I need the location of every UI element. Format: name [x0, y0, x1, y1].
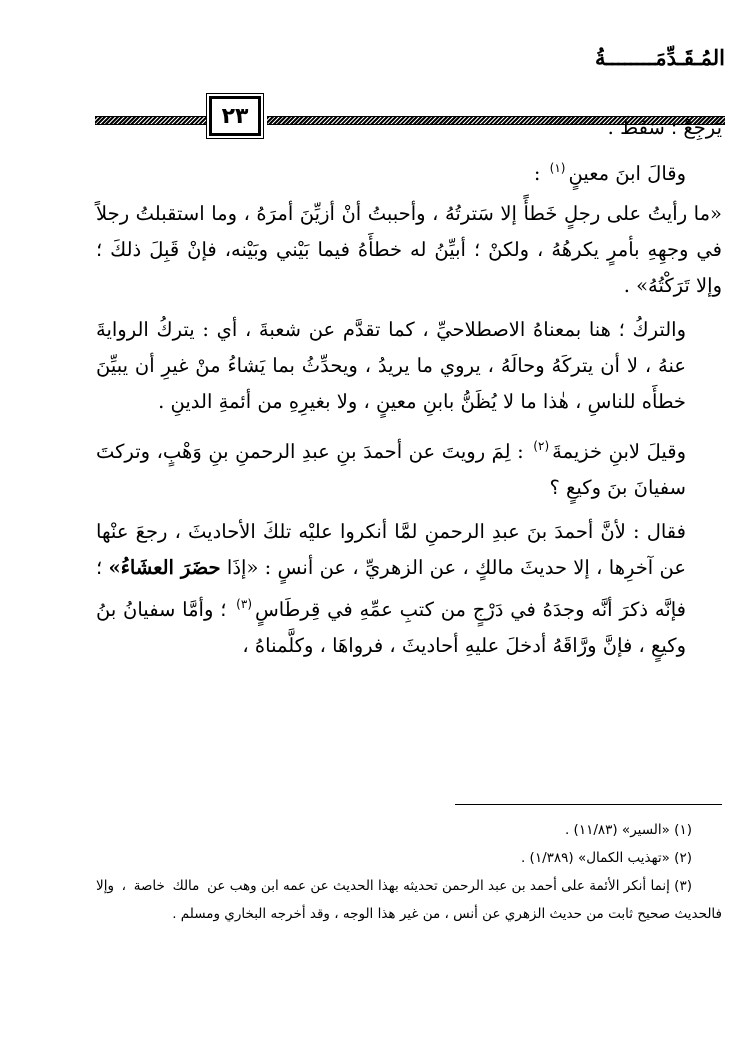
footnote-ref-2[interactable]: (٢)	[533, 439, 550, 453]
text-line: وبَيْنه، فإنْ قَبِلَ ذلكَ ؛ وإلا تَرَكْتُهُ» .	[96, 238, 722, 297]
footnote-ref-3[interactable]: (٣)	[236, 597, 252, 611]
text-line: استقبلتُ رجلاً في وجهِهِ بأمرٍ يكرهُهُ ، ولكنْ ؛ أبيِّنُ له خطأَهُ فيما بَيْني	[96, 202, 722, 261]
text-line: ؛ فإنَّه ذكرَ أنَّه وجدَهُ في دَرْجٍ من كتبِ عمِّهِ في قِرطَاسٍ	[96, 556, 686, 621]
text-line: : لِمَ رويتَ عن أحمدَ بنِ عبدِ الرحمنِ بنِ	[208, 440, 524, 463]
text-line: الدينِ .	[158, 390, 213, 413]
text-line: وقيلَ لابنِ خزيمةَ	[552, 440, 686, 463]
text-line: وقالَ ابنَ معينٍ	[568, 162, 686, 185]
text-line: يَرجِعْ ؛ سَقَطَ .	[607, 116, 722, 139]
paragraph-3	[96, 196, 722, 304]
text-line: رجعَ عنْها عن آخرِها ، إلا حديثَ مالكٍ ، عن الزهريِّ ، عن أنسٍ : «إذَا	[96, 520, 687, 579]
hadith-quote: حضَرَ العشَاءُ»	[108, 556, 221, 579]
footnote-ref-1[interactable]: (١)	[549, 161, 566, 175]
text-line: وأمَّا سفيانُ بنُ وكيعٍ ، فإنَّ ورَّاقَهُ أدخلَ عليهِ أحاديثَ ، فرواهَا ، وكلَّمناهُ ،	[96, 598, 686, 657]
footnote-divider	[455, 804, 722, 805]
footnote-1: (١) «السير» (١١/٨٣) .	[564, 822, 692, 838]
text-line: الروايةَ عنهُ ، لا أن يتركَهُ وحالَهُ ، يروي ما يريدُ ، ويحدِّثُ بما يَشاءُ منْ	[96, 318, 686, 377]
text-line: والتركُ ؛ هنا بمعناهُ الاصطلاحيِّ ، كما تقدَّم عن شعبةَ ، أي : يتركُ	[156, 318, 686, 341]
paragraph-2	[96, 150, 722, 192]
text-line: وَهْبٍ، وتركتَ سفيانَ بنَ وكيعٍ ؟	[96, 440, 686, 499]
text-line: «ما رأيتُ على رجلٍ خَطأً إلا سَترتُهُ ، وأحببتُ أنْ أزيِّنَ أمرَهُ ، وما	[211, 202, 722, 225]
footnotes	[96, 816, 722, 928]
chapter-title: المُـقَـدِّمَــــــــةُ	[594, 45, 725, 70]
paragraph-6	[96, 514, 722, 664]
paragraph-1	[96, 110, 722, 146]
footnote-3	[96, 872, 722, 928]
footnote-3-line-2: مالك خاصة ، وإلا فالحديث صحيح ثابت من حديث الزهري عن أنس ، من غير هذا الوجه ،	[96, 878, 722, 922]
page-number: ٢٣	[221, 103, 249, 129]
footnote-3-line-1: (٣) إنما أنكر الأئمة على أحمد بن عبد الرحمن تحديثه بهذا الحديث عن عمه ابن وهب عن	[207, 878, 692, 894]
footnote-2: (٢) «تهذيب الكمال» (١/٣٨٩) .	[520, 850, 692, 866]
text-line: غيرِ أن يبيِّنَ خطأَه للناسِ ، هٰذا ما لا يُظَنُّ بابنِ معينٍ ، ولا بغيرِهِ من أئمةِ	[96, 354, 686, 413]
text-line: ؛	[220, 598, 227, 621]
text-line: :	[533, 162, 541, 185]
main-text	[96, 110, 722, 672]
paragraph-5	[96, 428, 722, 506]
text-line: فقال : لأنَّ أحمدَ بنَ عبدِ الرحمنِ لمَّا أنكروا عليْه تلكَ الأحاديثَ ،	[174, 520, 686, 543]
footnote-3-line-3: وقد أخرجه البخاري ومسلم .	[172, 906, 330, 922]
paragraph-4	[96, 312, 722, 420]
